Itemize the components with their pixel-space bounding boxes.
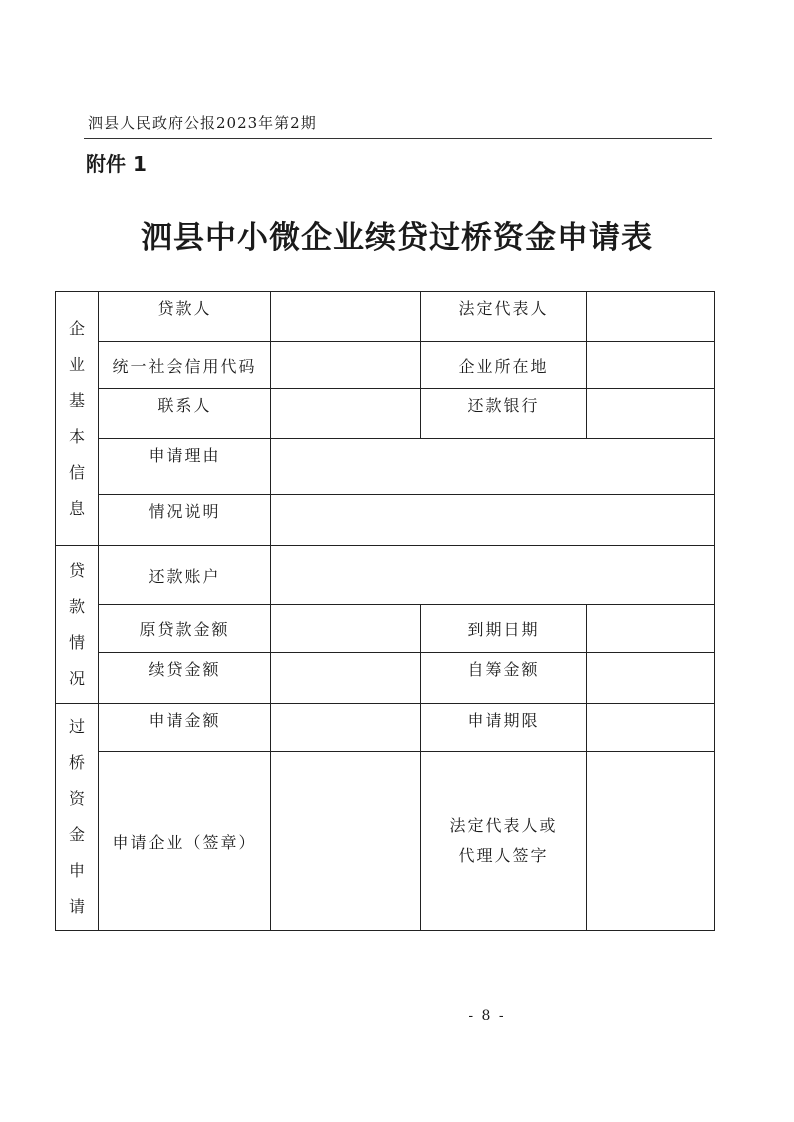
table-row: [56, 389, 715, 439]
section-label: 过桥资金申请: [68, 717, 85, 916]
label-due-date: 到期日期: [421, 605, 587, 653]
value-apply-amount[interactable]: [271, 704, 421, 752]
value-company-seal[interactable]: [271, 752, 421, 931]
table-row: [56, 546, 715, 605]
table-row: [56, 605, 715, 653]
attachment-label: 附件 1: [86, 152, 147, 176]
label-borrower: 贷款人: [99, 292, 271, 342]
signature-label-line-2: 代理人签字: [458, 846, 549, 865]
application-form-table: [55, 291, 715, 931]
value-apply-term[interactable]: [587, 704, 715, 752]
section-label: 贷款情况: [68, 560, 85, 688]
value-explanation[interactable]: [271, 495, 715, 546]
value-repay-account[interactable]: [271, 546, 715, 605]
label-renewal-amount: 续贷金额: [99, 653, 271, 704]
label-contact: 联系人: [99, 389, 271, 439]
label-signature: [421, 752, 587, 931]
value-renewal-amount[interactable]: [271, 653, 421, 704]
table-row: [56, 752, 715, 931]
value-location[interactable]: [587, 342, 715, 389]
table-row: [56, 495, 715, 546]
label-explanation: 情况说明: [99, 495, 271, 546]
value-due-date[interactable]: [587, 605, 715, 653]
label-company-seal: 申请企业（签章）: [99, 752, 271, 931]
section-bridge-application: [56, 704, 99, 931]
signature-label-line-1: 法定代表人或: [449, 816, 558, 835]
value-reason[interactable]: [271, 439, 715, 495]
label-reason: 申请理由: [99, 439, 271, 495]
table-row: [56, 653, 715, 704]
value-original-amount[interactable]: [271, 605, 421, 653]
value-signature[interactable]: [587, 752, 715, 931]
section-loan-status: [56, 546, 99, 704]
label-location: 企业所在地: [421, 342, 587, 389]
value-credit-code[interactable]: [271, 342, 421, 389]
label-apply-term: 申请期限: [421, 704, 587, 752]
label-original-amount: 原贷款金额: [99, 605, 271, 653]
table-row: [56, 704, 715, 752]
label-legal-rep: 法定代表人: [421, 292, 587, 342]
value-contact[interactable]: [271, 389, 421, 439]
label-repay-account: 还款账户: [99, 546, 271, 605]
value-self-funded[interactable]: [587, 653, 715, 704]
label-self-funded: 自筹金额: [421, 653, 587, 704]
table-row: [56, 439, 715, 495]
table-row: [56, 292, 715, 342]
section-basic-info: [56, 292, 99, 546]
label-credit-code: 统一社会信用代码: [99, 342, 271, 389]
value-borrower[interactable]: [271, 292, 421, 342]
label-repay-bank: 还款银行: [421, 389, 587, 439]
page-number: - 8 -: [468, 1008, 506, 1024]
header-rule: [84, 138, 712, 139]
value-legal-rep[interactable]: [587, 292, 715, 342]
value-repay-bank[interactable]: [587, 389, 715, 439]
label-apply-amount: 申请金额: [99, 704, 271, 752]
table-row: [56, 342, 715, 389]
section-label: 企业基本信息: [68, 318, 85, 518]
form-title: 泗县中小微企业续贷过桥资金申请表: [141, 220, 653, 256]
bulletin-header: 泗县人民政府公报2023年第2期: [88, 114, 317, 132]
